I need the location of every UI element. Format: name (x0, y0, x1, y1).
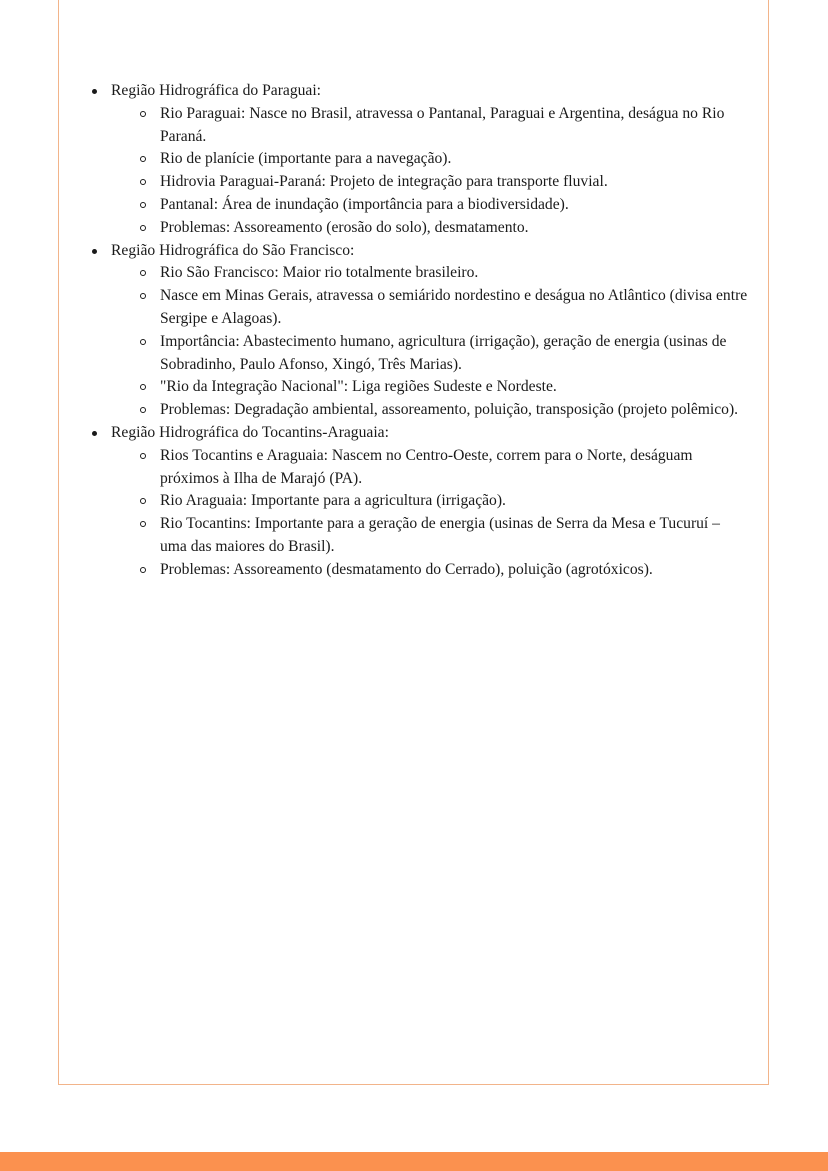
list-item: Rio Araguaia: Importante para a agricultura (irrigação). (140, 490, 750, 513)
bullet-icon (92, 249, 97, 254)
list-item: Rio São Francisco: Maior rio totalmente brasileiro. (140, 262, 750, 285)
circle-bullet-icon (140, 156, 146, 162)
circle-bullet-icon (140, 111, 146, 117)
sub-list (111, 103, 750, 240)
section-title: Região Hidrográfica do Paraguai: (111, 82, 322, 99)
bullet-icon (92, 431, 97, 436)
list-item: Pantanal: Área de inundação (importância para a biodiversidade). (140, 194, 750, 217)
circle-bullet-icon (140, 179, 146, 185)
list-item: Rio de planície (importante para a navegação). (140, 148, 750, 171)
circle-bullet-icon (140, 521, 146, 527)
circle-bullet-icon (140, 498, 146, 504)
list-item: Hidrovia Paraguai-Paraná: Projeto de integração para transporte fluvial. (140, 171, 750, 194)
list-item: Problemas: Assoreamento (erosão do solo), desmatamento. (140, 217, 750, 240)
list-item: Rios Tocantins e Araguaia: Nascem no Centro-Oeste, correm para o Norte, deságuam próximos à Ilha de Marajó (PA). (140, 445, 750, 491)
list-item: Rio Paraguai: Nasce no Brasil, atravessa o Pantanal, Paraguai e Argentina, deságua no Rio Paraná. (140, 103, 750, 149)
circle-bullet-icon (140, 453, 146, 459)
sub-list (111, 445, 750, 582)
list-item: "Rio da Integração Nacional": Liga regiões Sudeste e Nordeste. (140, 376, 750, 399)
document-content (90, 80, 750, 582)
list-item: Importância: Abastecimento humano, agricultura (irrigação), geração de energia (usinas de Sobradinho, Paulo Afonso, Xingó, Três Marias). (140, 331, 750, 377)
list-item: Problemas: Degradação ambiental, assoreamento, poluição, transposição (projeto polêmico). (140, 399, 750, 422)
circle-bullet-icon (140, 270, 146, 276)
section-paraguai (90, 80, 750, 240)
list-item: Nasce em Minas Gerais, atravessa o semiárido nordestino e deságua no Atlântico (divisa entre Sergipe e Alagoas). (140, 285, 750, 331)
bullet-icon (92, 89, 97, 94)
circle-bullet-icon (140, 407, 146, 413)
circle-bullet-icon (140, 339, 146, 345)
section-tocantins-araguaia (90, 422, 750, 582)
circle-bullet-icon (140, 202, 146, 208)
circle-bullet-icon (140, 293, 146, 299)
circle-bullet-icon (140, 567, 146, 573)
section-sao-francisco (90, 240, 750, 422)
circle-bullet-icon (140, 384, 146, 390)
section-list (90, 80, 750, 582)
list-item: Problemas: Assoreamento (desmatamento do Cerrado), poluição (agrotóxicos). (140, 559, 750, 582)
circle-bullet-icon (140, 225, 146, 231)
section-title: Região Hidrográfica do Tocantins-Araguaia: (111, 423, 389, 441)
footer-accent-bar (0, 1152, 828, 1171)
section-title: Região Hidrográfica do São Francisco: (111, 241, 355, 259)
list-item: Rio Tocantins: Importante para a geração de energia (usinas de Serra da Mesa e Tucuruí – uma das maiores do Brasil). (140, 513, 750, 559)
sub-list (111, 262, 750, 422)
